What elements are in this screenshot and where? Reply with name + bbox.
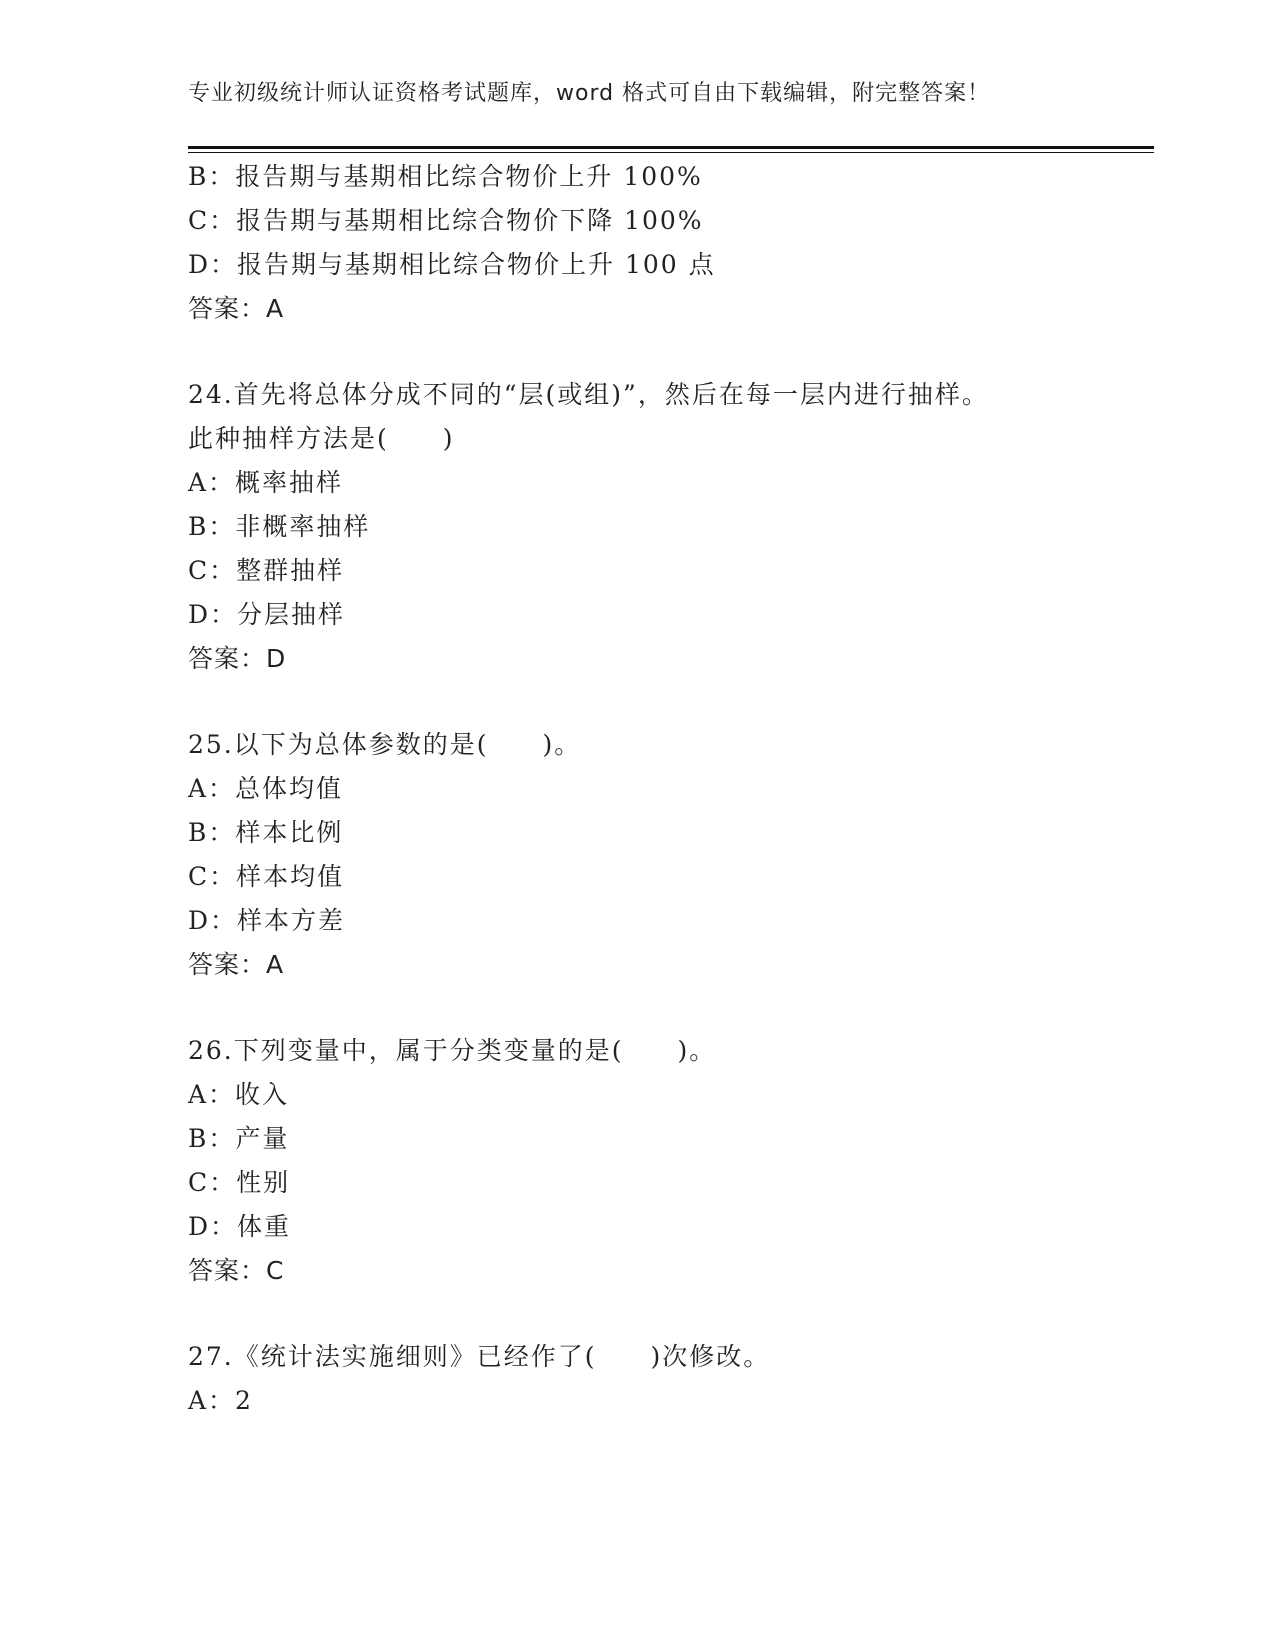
option-line: D：分层抽样: [188, 600, 346, 629]
answer-line: 答案：C: [188, 1256, 285, 1285]
header-rule-thick: [188, 146, 1154, 149]
option-line: B：非概率抽样: [188, 512, 371, 541]
page-header: 专业初级统计师认证资格考试题库，word 格式可自由下载编辑，附完整答案！: [188, 81, 991, 106]
option-line: C：性别: [188, 1168, 291, 1197]
option-line: A：2: [188, 1386, 253, 1415]
question-line: 26.下列变量中，属于分类变量的是( )。: [188, 1036, 717, 1065]
question-line: 24.首先将总体分成不同的“层(或组)”，然后在每一层内进行抽样。: [188, 380, 989, 409]
option-line: D：报告期与基期相比综合物价上升 100 点: [188, 250, 716, 279]
question-line: 25.以下为总体参数的是( )。: [188, 730, 582, 759]
option-line: D：体重: [188, 1212, 292, 1241]
option-line: C：整群抽样: [188, 556, 345, 585]
option-line: C：报告期与基期相比综合物价下降 100%: [188, 206, 704, 235]
header-rule-thin: [188, 152, 1154, 153]
option-line: B：样本比例: [188, 818, 344, 847]
option-line: B：报告期与基期相比综合物价上升 100%: [188, 162, 703, 191]
option-line: A：总体均值: [188, 774, 344, 803]
answer-line: 答案：A: [188, 950, 285, 979]
answer-line: 答案：D: [188, 644, 287, 673]
option-line: C：样本均值: [188, 862, 345, 891]
option-line: A：概率抽样: [188, 468, 344, 497]
question-line: 此种抽样方法是( ): [188, 424, 455, 453]
option-line: D：样本方差: [188, 906, 346, 935]
option-line: A：收入: [188, 1080, 290, 1109]
answer-line: 答案：A: [188, 294, 285, 323]
question-line: 27.《统计法实施细则》已经作了( )次修改。: [188, 1342, 771, 1371]
option-line: B：产量: [188, 1124, 290, 1153]
